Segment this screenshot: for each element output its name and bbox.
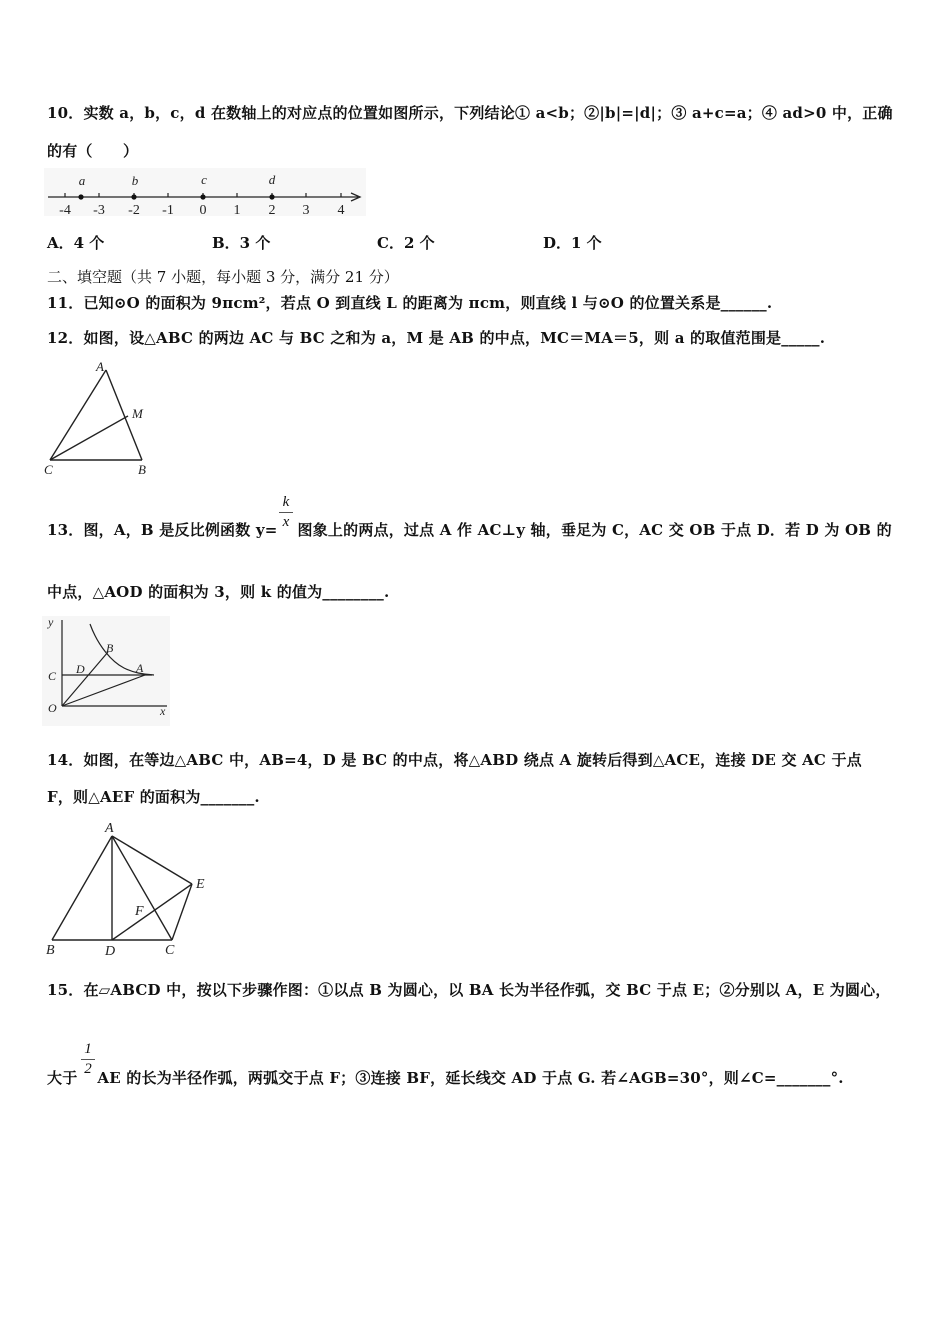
label-E: E (196, 877, 205, 892)
tick-label: -4 (59, 203, 71, 218)
tick-label: 2 (268, 203, 276, 218)
q10-line1: 10．实数 a，b，c，d 在数轴上的对应点的位置如图所示，下列结论① a<b；②|b|=|d|；③ a+c=a；④ ad>0 中，正确 (47, 104, 893, 122)
q13-frac-num: k (282, 494, 290, 510)
label-B: B (106, 641, 114, 655)
tick-label: -3 (93, 203, 105, 218)
q15-rest: AE 的长为半径作弧，两弧交于点 F；③连接 BF，延长线交 AD 于点 G. 若∠AGB=30°，则∠C=_______°. (97, 1069, 844, 1087)
q10-option-a: A．4 个 (47, 234, 105, 252)
q14-line2: F，则△AEF 的面积为_______. (47, 788, 260, 806)
q10-option-b: B．3 个 (212, 234, 271, 252)
label-x: x (160, 704, 166, 718)
q11-text: 11．已知⊙O 的面积为 9πcm²，若点 O 到直线 L 的距离为 πcm，则直线 l 与⊙O 的位置关系是______. (47, 294, 773, 312)
q15-frac-num: 1 (84, 1041, 92, 1057)
q15-fraction (81, 1041, 95, 1078)
label-a: a (78, 173, 86, 188)
label-C: C (44, 462, 53, 477)
label-B: B (138, 462, 146, 477)
label-A: A (105, 821, 114, 836)
q15-prefix: 大于 (47, 1069, 78, 1087)
q15-line1: 15．在▱ABCD 中，按以下步骤作图：①以点 B 为圆心，以 BA 长为半径作弧，交 BC 于点 E；②分别以 A，E 为圆心， (47, 981, 891, 999)
point-d (269, 194, 274, 199)
label-A: A (136, 661, 144, 675)
q13-line2: 中点，△AOD 的面积为 3，则 k 的值为________. (47, 583, 390, 601)
label-M: M (132, 406, 143, 421)
point-c (200, 194, 205, 199)
tick-label: 1 (233, 203, 241, 218)
q14-line1: 14．如图，在等边△ABC 中，AB=4，D 是 BC 的中点，将△ABD 绕点 A 旋转后得到△ACE，连接 DE 交 AC 于点 (47, 751, 862, 769)
tick-label: -1 (162, 203, 174, 218)
tick-label: 0 (199, 203, 207, 218)
section-heading: 二、填空题（共 7 小题，每小题 3 分，满分 21 分） (47, 268, 399, 286)
label-F: F (135, 904, 144, 919)
q10-option-c: C．2 个 (377, 234, 435, 252)
label-C: C (165, 943, 175, 958)
q12-triangle-figure (40, 358, 152, 478)
q10-number-line (40, 168, 370, 220)
q13-line1 (47, 519, 892, 540)
point-b (131, 194, 136, 199)
label-y: y (48, 616, 54, 629)
q13-hyperbola-figure (42, 616, 174, 728)
q15-line2 (47, 1067, 844, 1088)
label-A: A (96, 359, 104, 374)
point-a (78, 194, 83, 199)
q13-text-after: 图象上的两点，过点 A 作 AC⊥y 轴，垂足为 C，AC 交 OB 于点 D．若 D 为 OB 的 (297, 521, 892, 539)
tick-label: 3 (302, 203, 310, 218)
label-O: O (48, 701, 57, 715)
q13-fraction (279, 494, 293, 531)
q12-text: 12．如图，设△ABC 的两边 AC 与 BC 之和为 a，M 是 AB 的中点，MC＝MA＝5，则 a 的取值范围是_____. (47, 329, 826, 347)
q10-option-d: D．1 个 (543, 234, 602, 252)
q14-rotation-figure (42, 818, 222, 958)
label-D: D (76, 662, 85, 676)
label-C: C (48, 669, 57, 683)
tick-label: 4 (337, 203, 345, 218)
label-c: c (201, 172, 207, 187)
label-b: b (131, 173, 139, 188)
label-d: d (268, 172, 276, 187)
q13-frac-den: x (282, 514, 290, 530)
q15-frac-den: 2 (84, 1061, 92, 1077)
label-D: D (105, 944, 116, 958)
q13-text-before: 13．图，A，B 是反比例函数 y= (47, 521, 278, 539)
q10-line2: 的有（ ） (47, 142, 139, 160)
label-B: B (46, 943, 55, 958)
tick-label: -2 (128, 203, 140, 218)
